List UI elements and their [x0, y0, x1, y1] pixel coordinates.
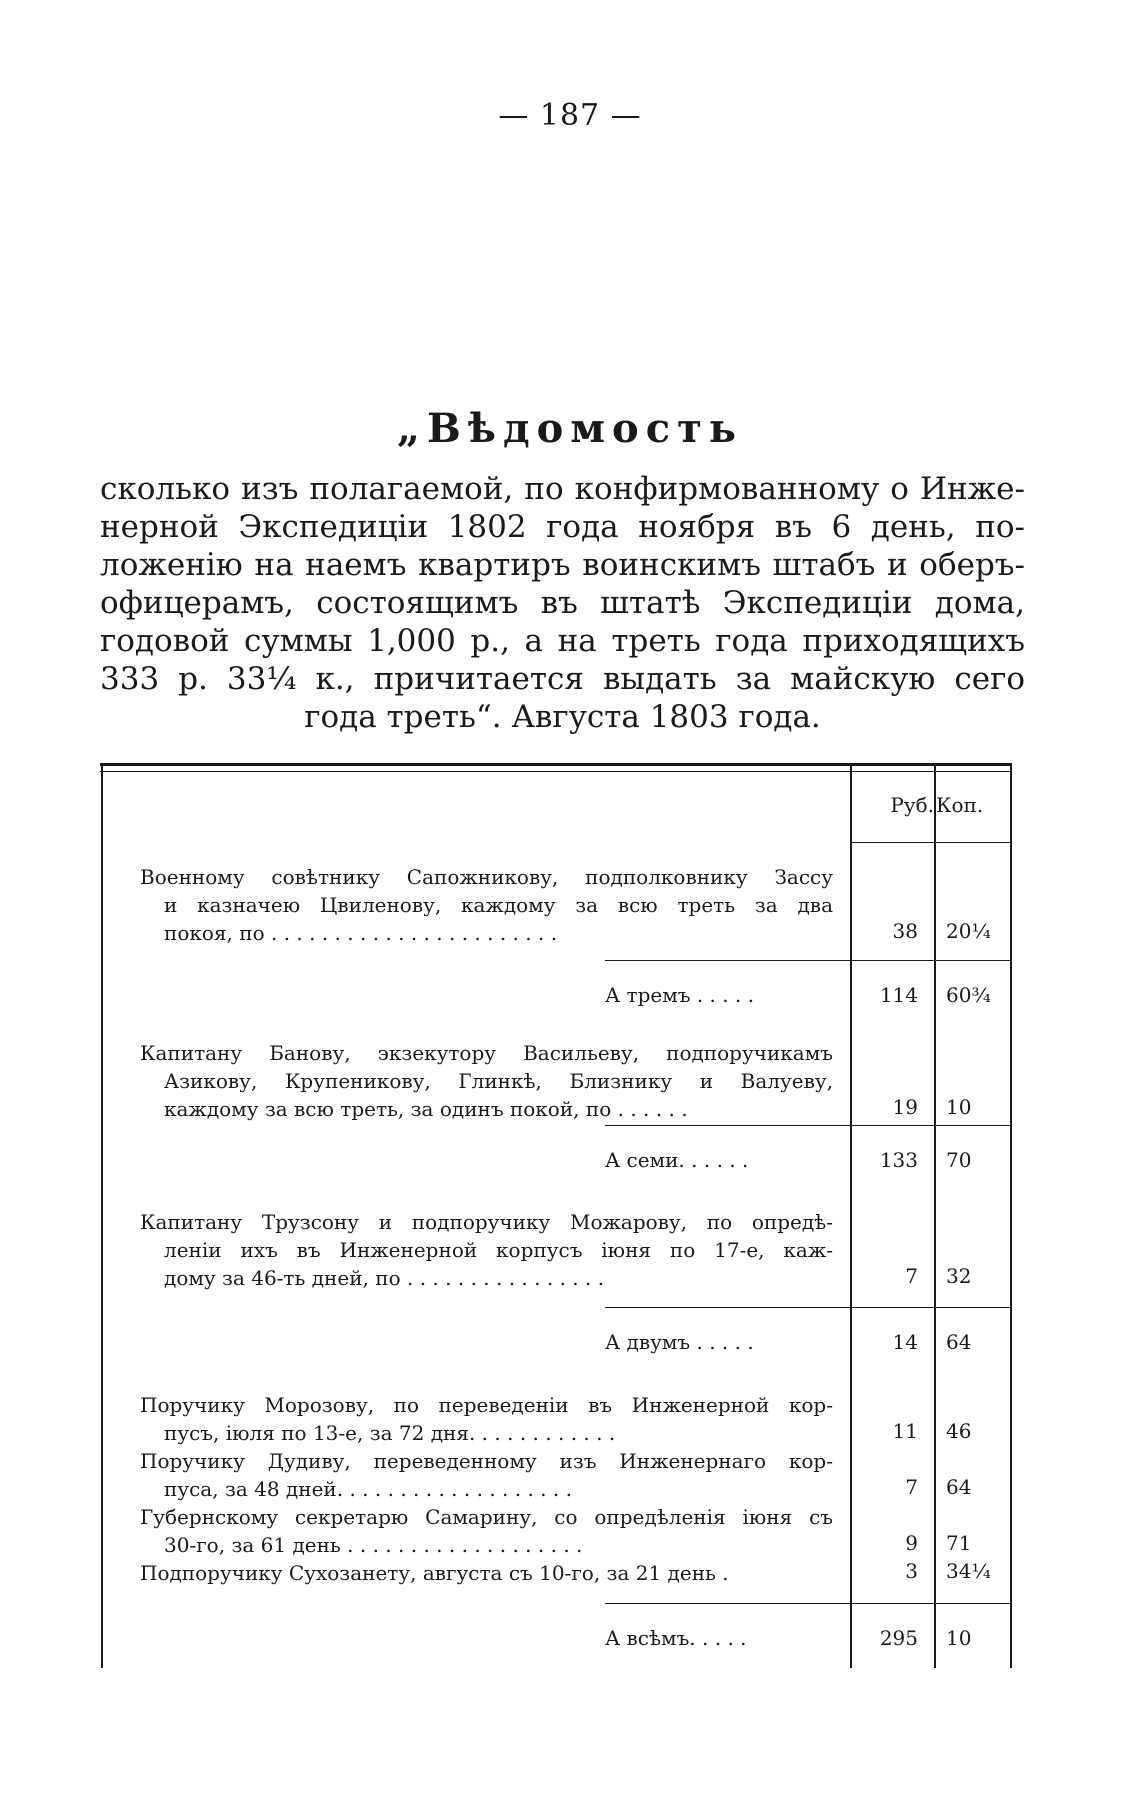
- intro-line: годовой суммы 1,000 р., а на треть года приходящихъ: [100, 623, 1025, 659]
- rub-value: 9: [905, 1531, 918, 1555]
- entry-line: Губернскому секретарю Самарину, со опредѣленія іюня съ: [140, 1505, 833, 1529]
- entry-line: леніи ихъ въ Инженерной корпусъ іюня по 17-е, каж-: [164, 1238, 833, 1262]
- kop-value: 20¼: [946, 919, 991, 943]
- rub-value: 295: [879, 1626, 918, 1650]
- table-right-border: [1010, 763, 1012, 1668]
- rub-value: 3: [905, 1559, 918, 1583]
- intro-line: года треть“. Августа 1803 года.: [304, 699, 821, 735]
- intro-line: офицерамъ, состоящимъ въ штатѣ Экспедиціи дома,: [100, 585, 1025, 621]
- kop-value: 34¼: [946, 1559, 991, 1583]
- column-header-kop: Коп.: [936, 793, 984, 817]
- document-title: „Вѣдомость: [397, 405, 743, 452]
- intro-line: сколько изъ полагаемой, по конфирмованному о Инже-: [100, 471, 1025, 507]
- rub-value: 14: [892, 1330, 918, 1354]
- entry-line: Военному совѣтнику Сапожникову, подполковнику Зассу: [140, 865, 833, 889]
- entry-description: [140, 1503, 833, 1559]
- total-label: А всѣмъ. . . . .: [605, 1626, 747, 1650]
- subtotal-label: А семи. . . . . .: [605, 1148, 749, 1172]
- rub-value: 7: [905, 1475, 918, 1499]
- entry-line: 30-го, за 61 день . . . . . . . . . . . . . . . . . . .: [164, 1533, 583, 1557]
- subtotal-rule: [605, 1307, 1012, 1308]
- kop-value: 10: [946, 1095, 972, 1119]
- entry-line: каждому за всю треть, за одинъ покой, по . . . . . .: [164, 1097, 688, 1121]
- kop-value: 70: [946, 1148, 972, 1172]
- rub-value: 11: [892, 1419, 918, 1443]
- kop-value: 10: [946, 1626, 972, 1650]
- entry-line: дому за 46-ть дней, по . . . . . . . . . . . . . . . .: [164, 1266, 605, 1290]
- entry-line: Поручику Дудиву, переведенному изъ Инженернаго кор-: [140, 1449, 833, 1473]
- entry-line: Капитану Трузсону и подпоручику Можарову, по опредѣ-: [140, 1210, 833, 1234]
- intro-paragraph: [100, 470, 1025, 736]
- entry-description: [140, 1208, 833, 1292]
- column-divider-kop: [934, 763, 936, 1668]
- entry-description: [140, 863, 833, 947]
- entry-line: покоя, по . . . . . . . . . . . . . . . . . . . . . . .: [164, 921, 558, 945]
- column-header-rub: Руб.: [890, 793, 934, 817]
- table-top-rule: [100, 763, 1012, 772]
- intro-line: 333 р. 33¼ к., причитается выдать за майскую сего: [100, 661, 1025, 697]
- subtotal-label: А тремъ . . . . .: [605, 983, 755, 1007]
- rub-value: 133: [879, 1148, 918, 1172]
- entry-description: [140, 1447, 833, 1503]
- entry-line: Поручику Морозову, по переведеніи въ Инженерной кор-: [140, 1393, 833, 1417]
- subtotal-rule: [605, 1125, 1012, 1126]
- subtotal-rule: [605, 960, 1012, 961]
- entry-line: и казначею Цвиленову, каждому за всю треть за два: [164, 893, 833, 917]
- entry-line: Капитану Банову, экзекутору Васильеву, подпоручикамъ: [140, 1041, 833, 1065]
- rub-value: 19: [892, 1095, 918, 1119]
- kop-value: 46: [946, 1419, 972, 1443]
- page-number: — 187 —: [498, 98, 642, 133]
- rub-value: 7: [905, 1264, 918, 1288]
- total-rule: [605, 1603, 1012, 1604]
- entry-line: пусъ, іюля по 13-е, за 72 дня. . . . . . . . . . . .: [164, 1421, 616, 1445]
- entry-description: [140, 1391, 833, 1447]
- kop-value: 71: [946, 1531, 972, 1555]
- table-left-border: [101, 763, 103, 1668]
- entry-description: [140, 1559, 833, 1587]
- intro-line: ложенію на наемъ квартиръ воинскимъ штабъ и оберъ-: [100, 547, 1025, 583]
- header-rule: [850, 842, 1012, 843]
- kop-value: 60¾: [946, 983, 991, 1007]
- entry-line: Подпоручику Сухозанету, августа съ 10-го, за 21 день .: [140, 1561, 729, 1585]
- rub-value: 114: [879, 983, 918, 1007]
- kop-value: 64: [946, 1330, 972, 1354]
- kop-value: 64: [946, 1475, 972, 1499]
- entry-description: [140, 1039, 833, 1123]
- entry-line: пуса, за 48 дней. . . . . . . . . . . . . . . . . . .: [164, 1477, 572, 1501]
- subtotal-label: А двумъ . . . . .: [605, 1330, 754, 1354]
- rub-value: 38: [892, 919, 918, 943]
- kop-value: 32: [946, 1264, 972, 1288]
- entry-line: Азикову, Крупеникову, Глинкѣ, Близнику и Валуеву,: [164, 1069, 833, 1093]
- payment-table: [100, 763, 1012, 1668]
- intro-line: нерной Экспедиціи 1802 года ноября въ 6 день, по-: [100, 509, 1025, 545]
